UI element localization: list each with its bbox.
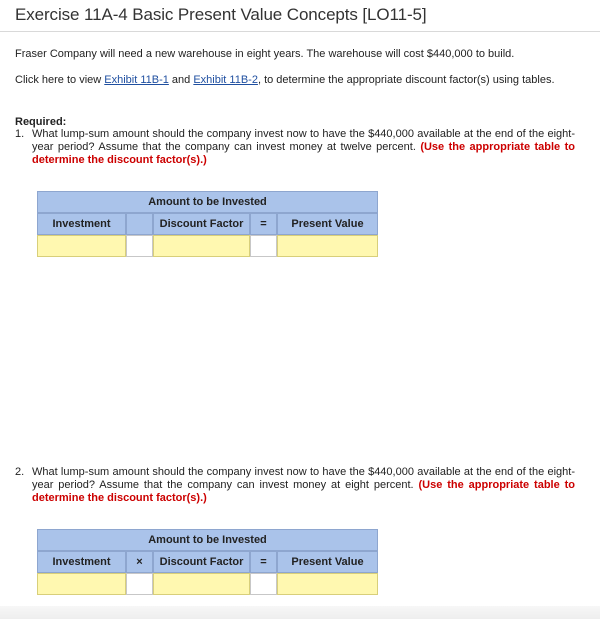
q1-present-value-input[interactable] (278, 236, 377, 256)
q1-equals-operator: = (250, 213, 277, 235)
required-label: Required: (15, 116, 67, 128)
q2-multiply-operator: × (126, 551, 153, 573)
q2-investment-header: Investment (37, 551, 126, 573)
question-2-text (32, 466, 575, 505)
title-divider (0, 31, 600, 32)
question-2-table (37, 529, 378, 595)
q1-multiply-operator (126, 213, 153, 235)
question-2-number: 2. (15, 466, 25, 478)
q2-operator-blank-cell (126, 573, 153, 595)
q2-investment-input[interactable] (38, 574, 125, 594)
exhibit-11b-1-link[interactable]: Exhibit 11B-1 (104, 74, 169, 86)
q1-discount-factor-header: Discount Factor (153, 213, 250, 235)
question-1-number: 1. (15, 128, 25, 140)
q1-discount-factor-cell (153, 235, 250, 257)
q1-discount-factor-input[interactable] (154, 236, 249, 256)
question-2-body: What lump-sum amount should the company invest now to have the $440,000 available at the end of the eight-year period? Assume that the company can invest money at eight percent. (32, 466, 575, 491)
page-title: Exercise 11A-4 Basic Present Value Concepts [LO11-5] (15, 5, 427, 24)
q1-present-value-cell (277, 235, 378, 257)
question-1-text (32, 128, 575, 167)
click-prefix: Click here to view (15, 74, 105, 86)
question-2-hint: (Use the appropriate table to determine the discount factor(s).) (32, 479, 575, 504)
q2-equals-operator: = (250, 551, 277, 573)
q2-group-header: Amount to be Invested (37, 529, 378, 551)
and-text: and (168, 74, 194, 86)
exhibit-instructions (15, 73, 575, 87)
scenario-text: Fraser Company will need a new warehouse in eight years. The warehouse will cost $440,000 to build. (15, 48, 515, 60)
question-1-hint: (Use the appropriate table to determine the discount factor(s).) (32, 141, 575, 166)
q2-equals-blank-cell (250, 573, 277, 595)
q2-discount-factor-cell (153, 573, 250, 595)
q2-discount-factor-header: Discount Factor (153, 551, 250, 573)
question-2 (15, 466, 575, 505)
question-1-table (37, 191, 378, 257)
q2-present-value-cell (277, 573, 378, 595)
q1-investment-cell (37, 235, 126, 257)
question-1 (15, 128, 575, 167)
q2-investment-cell (37, 573, 126, 595)
q1-equals-blank-cell (250, 235, 277, 257)
q1-investment-input[interactable] (38, 236, 125, 256)
click-suffix: , to determine the appropriate discount factor(s) using tables. (257, 74, 555, 86)
q2-present-value-input[interactable] (278, 574, 377, 594)
exhibit-11b-2-link[interactable]: Exhibit 11B-2 (193, 74, 258, 86)
q1-operator-blank-cell (126, 235, 153, 257)
question-1-body: What lump-sum amount should the company invest now to have the $440,000 available at the end of the eight-year period? Assume that the company can invest money at twelve percent. (32, 128, 575, 153)
q1-investment-header: Investment (37, 213, 126, 235)
q2-discount-factor-input[interactable] (154, 574, 249, 594)
q1-group-header: Amount to be Invested (37, 191, 378, 213)
q2-present-value-header: Present Value (277, 551, 378, 573)
q1-present-value-header: Present Value (277, 213, 378, 235)
page-footer-shade (0, 606, 600, 619)
